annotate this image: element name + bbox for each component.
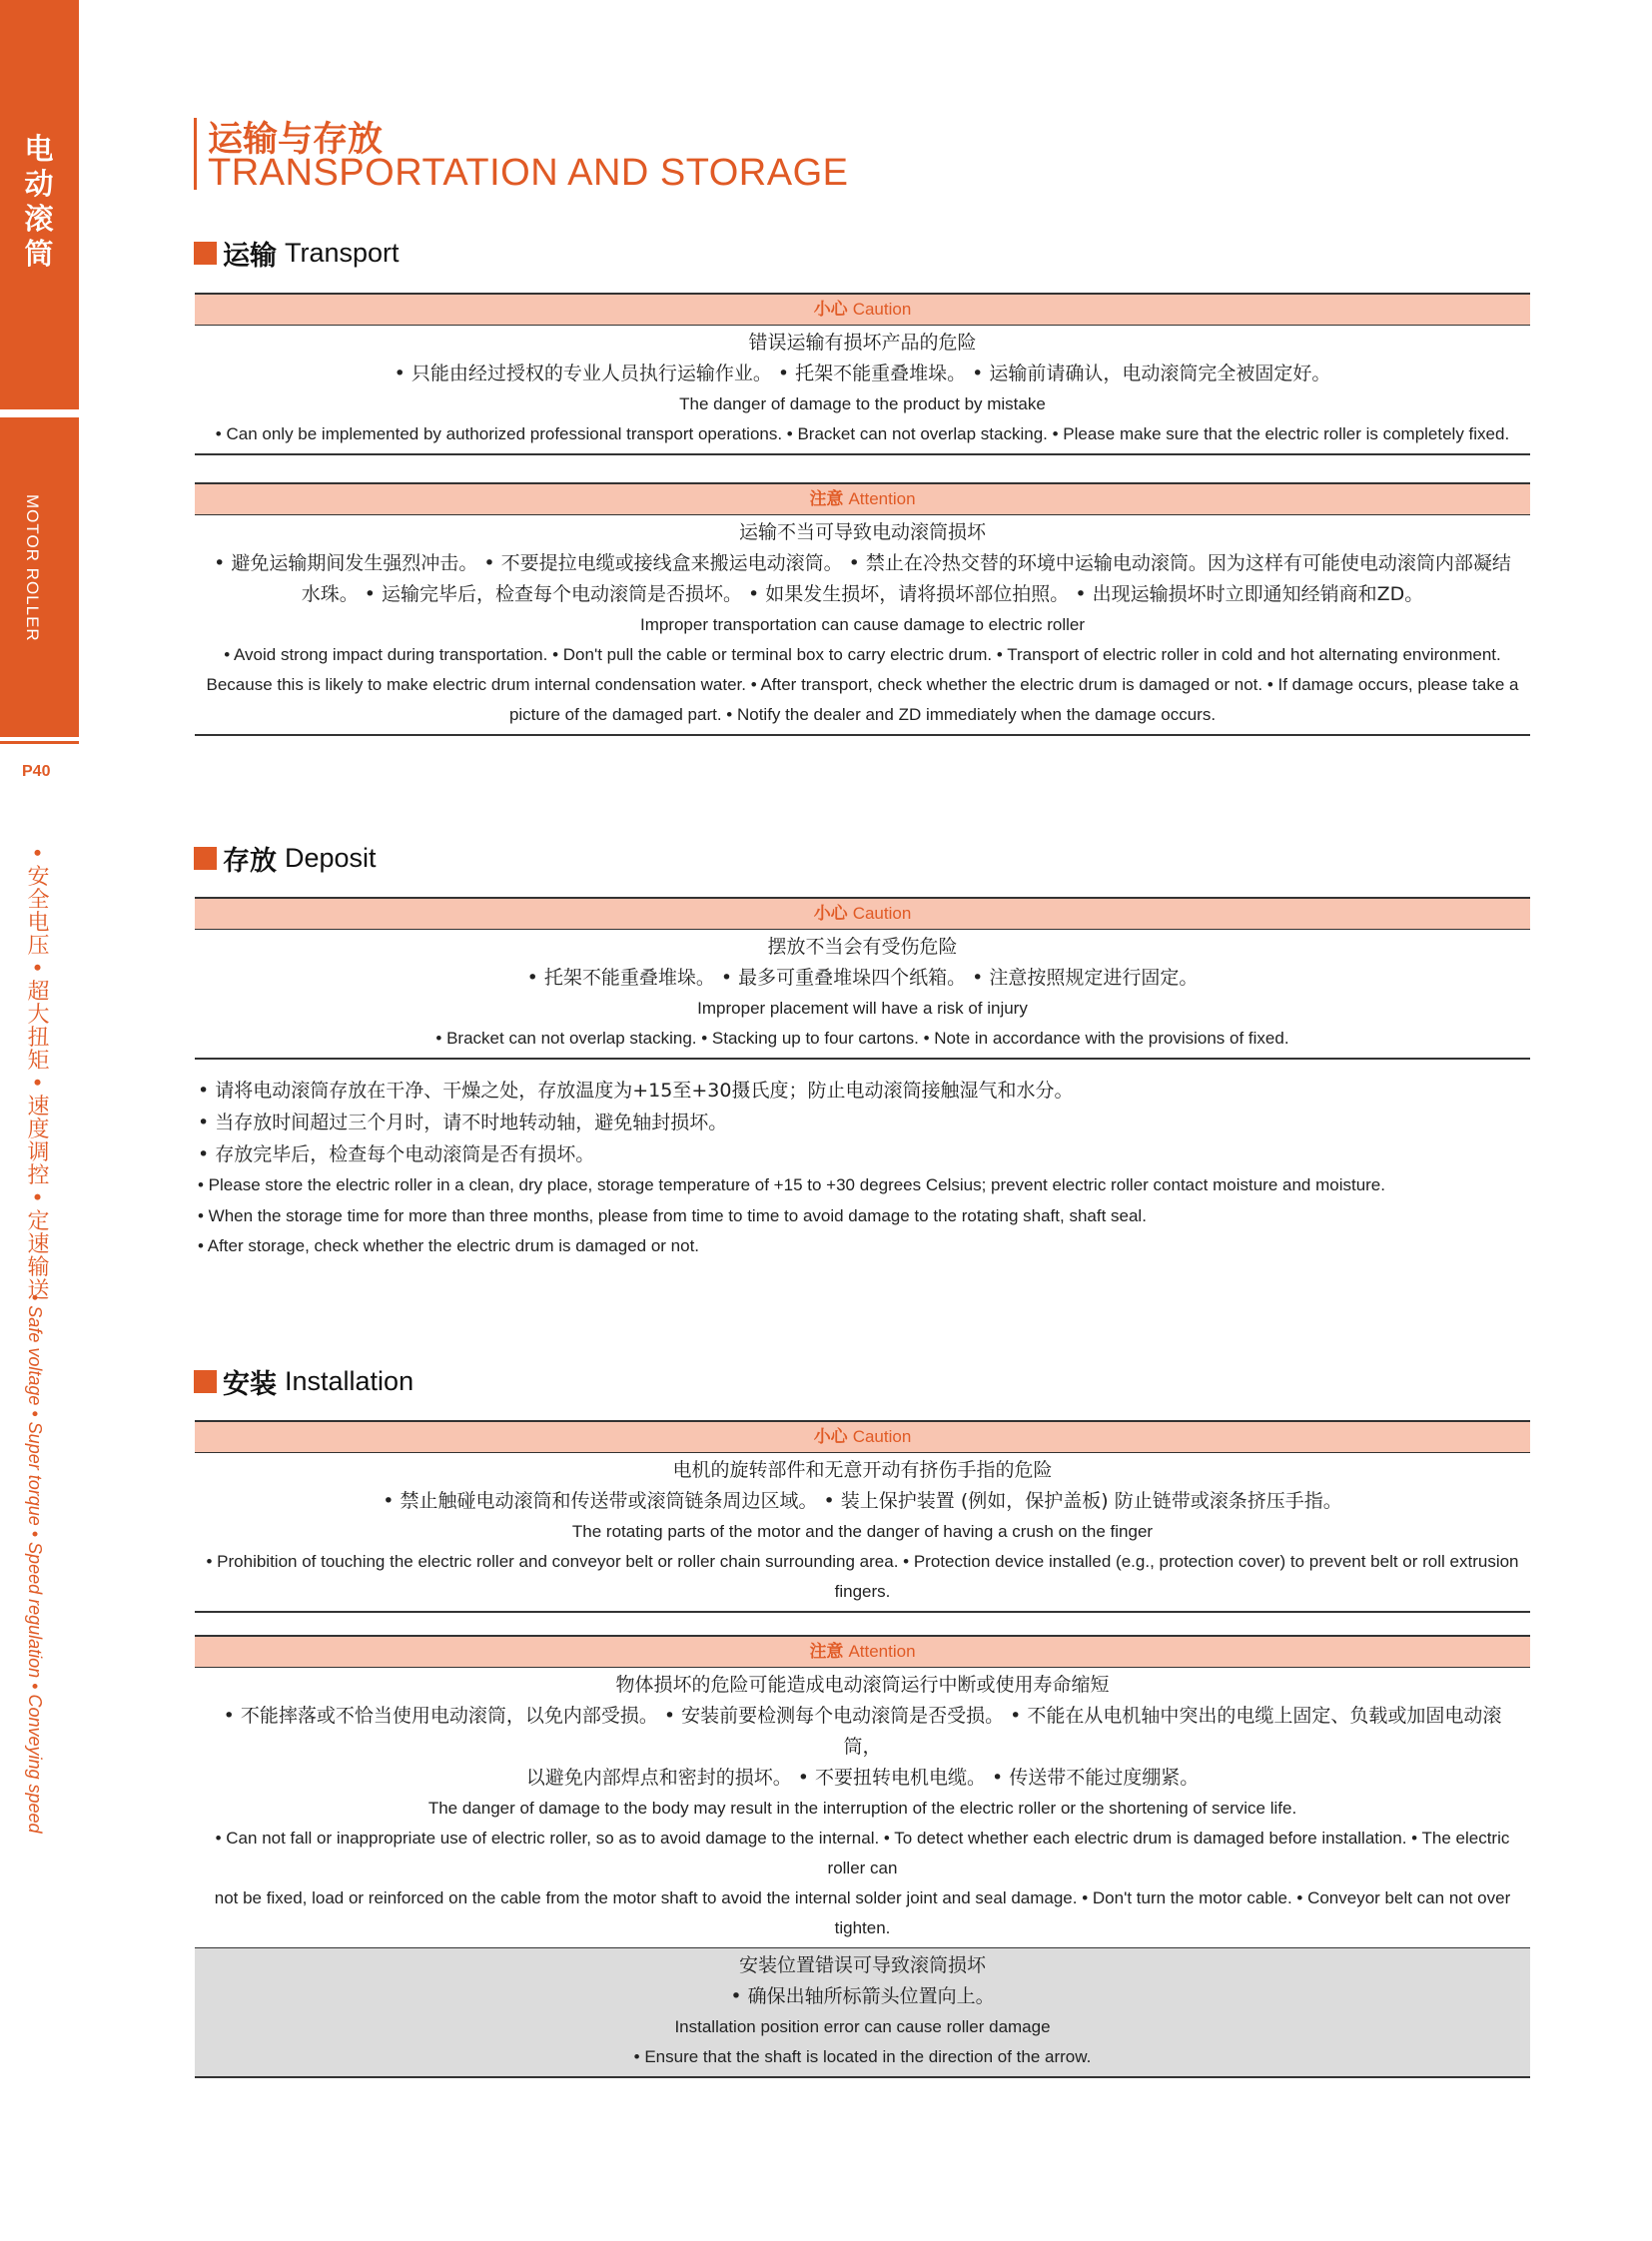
attention-title-en: Improper transportation can cause damage to electric roller (639, 615, 1086, 634)
caution-header: 小心 Caution (195, 295, 1530, 326)
transport-caution-box (195, 293, 1530, 455)
attention-header: 注意 Attention (195, 1637, 1530, 1668)
list-item: • 当存放时间超过三个月时，请不时地转动轴，避免轴封损坏。 (198, 1112, 728, 1133)
section-title-en: Installation (285, 1366, 414, 1396)
section-title-en: Transport (285, 238, 400, 268)
caution-items-en: • Prohibition of touching the electric roller and conveyor belt or roller chain surrounding area. • Protection device installed (e.g., protection cover) to prevent belt or roll extrusion (206, 1552, 1519, 1571)
sidebar-category-cn: 电动滚筒 (24, 132, 54, 271)
list-item: • Please store the electric roller in a clean, dry place, storage temperature of +15 to +30 degrees Celsius; prevent electric roller contact moisture and moisture. (198, 1175, 1385, 1194)
deposit-caution-box (195, 897, 1530, 1060)
sidebar-features-en: • Safe voltage • Super torque • Speed regulation • Conveying speed (25, 1294, 45, 1834)
note-title-cn: 安装位置错误可导致滚筒损坏 (738, 1954, 986, 1976)
title-accent-bar (194, 118, 197, 190)
list-item: • After storage, check whether the electric drum is damaged or not. (198, 1236, 700, 1255)
attention-items-en: not be fixed, load or reinforced on the cable from the motor shaft to avoid the internal solder joint and seal damage. • Don't turn the motor cable. • Conveyor belt can not over tighten. (214, 1888, 1511, 1937)
caution-header: 小心 Caution (195, 1422, 1530, 1453)
attention-title-cn: 物体损坏的危险可能造成电动滚筒运行中断或使用寿命缩短 (615, 1674, 1110, 1696)
sidebar-top-band (0, 0, 79, 409)
sidebar-category-en: MOTOR ROLLER (23, 494, 42, 642)
caution-items-cn: • 托架不能重叠堆垛。 • 最多可重叠堆垛四个纸箱。 • 注意按照规定进行固定。 (526, 967, 1199, 989)
installation-caution-box (195, 1420, 1530, 1613)
section-title-cn: 存放 (223, 846, 277, 877)
caution-items-en: fingers. (834, 1582, 891, 1601)
attention-items-en: picture of the damaged part. • Notify the dealer and ZD immediately when the damage occurs. (508, 705, 1217, 724)
section-square-icon (194, 1370, 217, 1393)
note-title-en: Installation position error can cause roller damage (674, 2017, 1051, 2036)
section-square-icon (194, 847, 217, 870)
list-item: • 存放完毕后，检查每个电动滚筒是否有损坏。 (198, 1143, 595, 1165)
caution-title-cn: 电机的旋转部件和无意开动有挤伤手指的危险 (672, 1459, 1053, 1481)
attention-items-cn: 水珠。 • 运输完毕后，检查每个电动滚筒是否损坏。 • 如果发生损坏，请将损坏部位拍照。 • 出现运输损坏时立即通知经销商和ZD。 (301, 583, 1424, 605)
sidebar-features-cn: • 安全电压 • 超大扭矩 • 速度调控 • 定速输送 (25, 849, 50, 1301)
attention-items-en: Because this is likely to make electric drum internal condensation water. • After transport, check whether the electric drum is damaged or not. • If damage occurs, please take a (206, 675, 1519, 694)
section-title-cn: 安装 (223, 1369, 277, 1400)
transport-attention-box (195, 482, 1530, 736)
section-title-cn: 运输 (223, 241, 277, 272)
caution-title-en: The danger of damage to the product by mistake (679, 394, 1046, 413)
caution-title-cn: 错误运输有损坏产品的危险 (748, 332, 977, 354)
caution-items-cn: • 只能由经过授权的专业人员执行运输作业。 • 托架不能重叠堆垛。 • 运输前请确认，电动滚筒完全被固定好。 (394, 363, 1331, 384)
installation-position-note (195, 1947, 1530, 2076)
caution-items-en: • Bracket can not overlap stacking. • Stacking up to four cartons. • Note in accordance with the provisions of fixed. (435, 1029, 1289, 1048)
attention-title-en: The danger of damage to the body may result in the interruption of the electric roller or the shortening of service life. (427, 1799, 1297, 1818)
attention-items-en: • Avoid strong impact during transportation. • Don't pull the cable or terminal box to carry electric drum. • Transport of electric roller in cold and hot alternating environment. (224, 645, 1501, 664)
list-item: • 请将电动滚筒存放在干净、干燥之处，存放温度为+15至+30摄氏度；防止电动滚筒接触湿气和水分。 (198, 1080, 1074, 1102)
caution-items-en: • Can only be implemented by authorized professional transport operations. • Bracket can not overlap stacking. • Please make sure that the electric roller is completely fixed. (215, 424, 1510, 443)
attention-title-cn: 运输不当可导致电动滚筒损坏 (738, 521, 986, 543)
section-heading-installation (194, 1362, 413, 1401)
attention-items-cn: 以避免内部焊点和密封的损坏。 • 不要扭转电机电缆。 • 传送带不能过度绷紧。 (525, 1767, 1200, 1789)
list-item: • When the storage time for more than three months, please from time to time to avoid damage to the rotating shaft, shaft seal. (198, 1205, 1147, 1225)
caution-title-en: The rotating parts of the motor and the danger of having a crush on the finger (571, 1522, 1154, 1541)
section-heading-transport (194, 234, 400, 273)
page-title-cn: 运输与存放 (208, 120, 384, 160)
note-item-en: • Ensure that the shaft is located in the direction of the arrow. (633, 2047, 1092, 2066)
attention-items-cn: • 避免运输期间发生强烈冲击。 • 不要提拉电缆或接线盒来搬运电动滚筒。 • 禁止在冷热交替的环境中运输电动滚筒。因为这样有可能使电动滚筒内部凝结 (214, 552, 1511, 574)
page-number: P40 (22, 763, 51, 780)
attention-header: 注意 Attention (195, 484, 1530, 515)
installation-attention-box (195, 1635, 1530, 2078)
note-item-cn: • 确保出轴所标箭头位置向上。 (730, 1985, 995, 2007)
caution-title-en: Improper placement will have a risk of injury (697, 999, 1028, 1018)
attention-items-cn: • 不能摔落或不恰当使用电动滚筒，以免内部受损。 • 安装前要检测每个电动滚筒是否受损。 • 不能在从电机轴中突出的电缆上固定、负载或加固电动滚筒， (223, 1705, 1502, 1758)
section-square-icon (194, 242, 217, 265)
deposit-notes (198, 1075, 1496, 1262)
section-title-en: Deposit (285, 843, 377, 873)
page-title-en: TRANSPORTATION AND STORAGE (208, 152, 849, 194)
caution-title-cn: 摆放不当会有受伤危险 (767, 936, 958, 958)
sidebar-rule (0, 741, 79, 744)
caution-header: 小心 Caution (195, 899, 1530, 930)
caution-items-cn: • 禁止触碰电动滚筒和传送带或滚筒链条周边区域。 • 装上保护装置 (例如，保护盖板) 防止链带或滚条挤压手指。 (383, 1490, 1342, 1512)
section-heading-deposit (194, 839, 377, 878)
attention-items-en: • Can not fall or inappropriate use of electric roller, so as to avoid damage to the internal. • To detect whether each electric drum is damaged before installation. • The electric roller can (215, 1829, 1510, 1877)
